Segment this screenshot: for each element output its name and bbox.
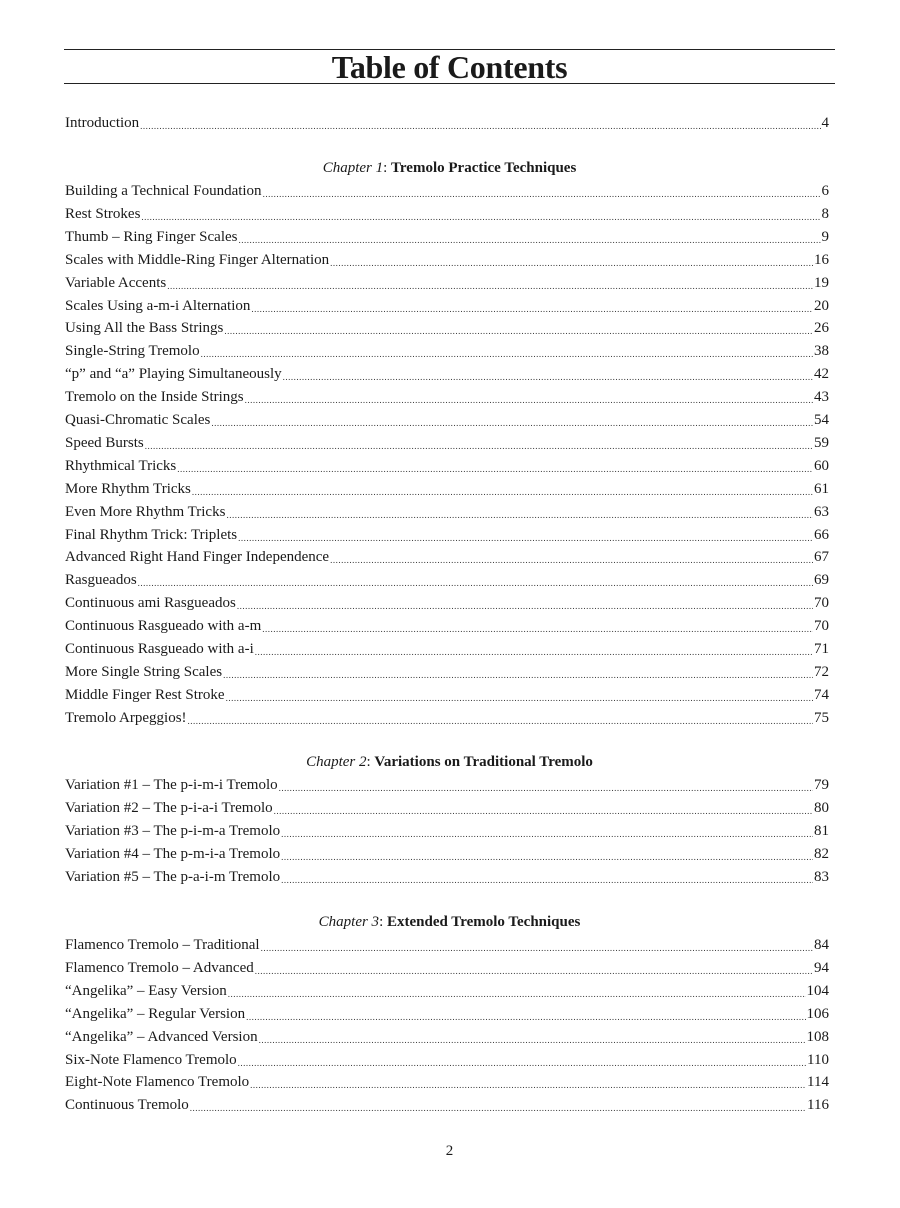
chapter-title: Extended Tremolo Techniques <box>386 914 581 930</box>
toc-entry-page: 67 <box>814 549 829 566</box>
toc-entry-title: “p” and “a” Playing Simultaneously <box>65 366 282 383</box>
toc-entry-page: 43 <box>814 389 829 406</box>
toc-entry <box>65 639 829 659</box>
toc-entry-page: 83 <box>814 868 829 885</box>
toc-entry-title: Single-String Tremolo <box>65 343 200 360</box>
toc-entry <box>65 935 829 955</box>
toc-entry-page: 71 <box>814 641 829 657</box>
toc-entry-page: 82 <box>814 845 829 862</box>
toc-entry-title: Variation #2 – The p-i-a-i Tremolo <box>65 799 273 816</box>
toc-entry-page: 70 <box>814 595 829 612</box>
toc-entry <box>65 364 829 384</box>
toc-entry <box>65 525 829 545</box>
dot-leader <box>330 256 813 270</box>
chapter-label: Chapter 1 <box>322 160 384 176</box>
dot-leader <box>192 485 813 499</box>
toc-entry-page: 38 <box>814 343 829 360</box>
chapter-label: Chapter 3 <box>318 914 380 930</box>
toc-entry <box>65 570 829 590</box>
dot-leader <box>281 827 813 841</box>
toc-entry-page: 60 <box>814 457 829 474</box>
toc-entry <box>65 593 829 613</box>
toc-entry-title: Rasgueados <box>65 572 137 589</box>
dot-leader <box>281 850 813 864</box>
dot-leader <box>263 187 821 201</box>
toc-entry-title: Continuous Rasgueado with a-i <box>65 641 254 657</box>
toc-entry-page: 75 <box>814 709 829 726</box>
dot-leader <box>255 645 813 659</box>
dot-leader <box>238 531 813 545</box>
toc-entry <box>65 410 829 430</box>
toc-entry-page: 84 <box>814 937 829 953</box>
toc-entry <box>65 844 829 864</box>
dot-leader <box>145 439 813 453</box>
toc-entry-page: 116 <box>807 1097 829 1114</box>
toc-entry <box>65 547 829 567</box>
toc-entry-page: 72 <box>814 663 829 680</box>
dot-leader <box>140 119 820 133</box>
toc-entry-title: More Single String Scales <box>65 663 223 680</box>
toc-entry-title: Advanced Right Hand Finger Independence <box>65 549 330 566</box>
toc-entry-page: 9 <box>821 228 829 245</box>
dot-leader <box>188 714 813 728</box>
dot-leader <box>224 324 813 338</box>
toc-entry-page: 114 <box>807 1074 829 1091</box>
dot-leader <box>246 1010 805 1024</box>
toc-entry <box>65 502 829 522</box>
toc-entry-title: Flamenco Tremolo – Advanced <box>65 959 254 976</box>
dot-leader <box>250 1078 806 1092</box>
toc-entry-page: 66 <box>814 526 829 543</box>
toc-entry-title: “Angelika” – Advanced Version <box>65 1028 258 1045</box>
toc-entry <box>65 227 829 247</box>
toc-entry-title: “Angelika” – Regular Version <box>65 1005 246 1022</box>
toc-entry <box>65 296 829 316</box>
toc-entry-title: Tremolo Arpeggios! <box>65 709 187 726</box>
toc-entry-title: Eight-Note Flamenco Tremolo <box>65 1074 250 1091</box>
toc-entry-title: Rest Strokes <box>65 205 141 222</box>
dot-leader <box>141 210 820 224</box>
toc-entry-title: Flamenco Tremolo – Traditional <box>65 937 260 953</box>
dot-leader <box>251 302 813 316</box>
toc-entry-title: Scales Using a-m-i Alternation <box>65 297 251 314</box>
toc-entry-title: Even More Rhythm Tricks <box>65 503 226 520</box>
title-rule-bottom <box>64 83 835 84</box>
toc-entry <box>65 867 829 887</box>
toc-entry-page: 106 <box>806 1005 829 1022</box>
toc-entry-title: Scales with Middle-Ring Finger Alternation <box>65 251 330 268</box>
toc-entry <box>65 1004 829 1024</box>
toc-entry-page: 26 <box>814 320 829 337</box>
toc-entry-title: Tremolo on the Inside Strings <box>65 389 244 406</box>
toc-entry-page: 104 <box>806 982 829 999</box>
toc-entry-page: 74 <box>814 686 829 703</box>
toc-entry-title: Rhythmical Tricks <box>65 457 177 474</box>
toc-entry-page: 94 <box>814 959 829 976</box>
toc-entry-page: 61 <box>814 480 829 497</box>
toc-entry-page: 81 <box>814 822 829 839</box>
toc-entry-title: Continuous Tremolo <box>65 1097 189 1114</box>
toc-entry-page: 6 <box>821 183 829 199</box>
toc-entry-page: 59 <box>814 434 829 451</box>
dot-leader <box>211 416 813 430</box>
toc-entry-introduction <box>65 113 829 133</box>
toc-entry-page: 42 <box>814 366 829 383</box>
dot-leader <box>226 508 813 522</box>
toc-entry-title: More Rhythm Tricks <box>65 480 191 497</box>
dot-leader <box>283 370 813 384</box>
dot-leader <box>226 691 813 705</box>
toc-entry-title: Variation #4 – The p-m-i-a Tremolo <box>65 845 281 862</box>
toc-entry <box>65 708 829 728</box>
dot-leader <box>223 668 813 682</box>
toc-entry <box>65 981 829 1001</box>
toc-entry-page: 70 <box>814 618 829 635</box>
toc-entry-title: Continuous Rasgueado with a-m <box>65 618 262 635</box>
toc-entry-page: 110 <box>807 1051 829 1068</box>
dot-leader <box>228 987 806 1001</box>
dot-leader <box>245 393 813 407</box>
toc-entry <box>65 685 829 705</box>
toc-entry <box>65 387 829 407</box>
toc-entry <box>65 958 829 978</box>
toc-entry-title: Variation #3 – The p-i-m-a Tremolo <box>65 822 281 839</box>
toc-entry-title: Continuous ami Rasgueados <box>65 595 236 612</box>
toc-entry-page: 63 <box>814 503 829 520</box>
toc-entry-title: Speed Bursts <box>65 434 144 451</box>
dot-leader <box>138 576 813 590</box>
toc-entry-title: Middle Finger Rest Stroke <box>65 686 225 703</box>
dot-leader <box>274 804 813 818</box>
toc-entry <box>65 616 829 636</box>
dot-leader <box>330 553 813 567</box>
toc-entry-page: 20 <box>814 297 829 314</box>
chapter-heading-3: Chapter 3: Extended Tremolo Techniques <box>318 914 581 930</box>
toc-entry <box>65 204 829 224</box>
dot-leader <box>190 1101 806 1115</box>
toc-entry-title: Variable Accents <box>65 274 167 291</box>
toc-entry <box>65 181 829 201</box>
chapter-label: Chapter 2 <box>306 754 367 770</box>
toc-entry-page: 19 <box>814 274 829 291</box>
chapter-heading-2: Chapter 2: Variations on Traditional Tremolo <box>306 754 593 770</box>
toc-entry-page: 4 <box>821 115 829 131</box>
toc-entry-page: 69 <box>814 572 829 589</box>
toc-entry <box>65 1095 829 1115</box>
toc-entry-title: Thumb – Ring Finger Scales <box>65 228 238 245</box>
chapter-title: Variations on Traditional Tremolo <box>374 754 593 770</box>
toc-entry-title: “Angelika” – Easy Version <box>65 982 227 999</box>
toc-entry-page: 80 <box>814 799 829 816</box>
toc-entry-title: Building a Technical Foundation <box>65 183 262 199</box>
toc-entry <box>65 1027 829 1047</box>
toc-entry-page: 108 <box>806 1028 829 1045</box>
toc-entry <box>65 250 829 270</box>
dot-leader <box>167 279 813 293</box>
toc-entry-page: 54 <box>814 412 829 428</box>
toc-entry-page: 79 <box>814 777 829 793</box>
dot-leader <box>237 599 813 613</box>
toc-entry <box>65 479 829 499</box>
chapter-title: Tremolo Practice Techniques <box>391 160 577 176</box>
toc-entry <box>65 798 829 818</box>
page-number: 2 <box>445 1143 454 1159</box>
dot-leader <box>261 941 813 955</box>
toc-entry-title: Final Rhythm Trick: Triplets <box>65 526 238 543</box>
toc-entry-title: Quasi-Chromatic Scales <box>65 412 211 428</box>
dot-leader <box>238 1056 806 1070</box>
toc-entry-page: 16 <box>814 251 829 268</box>
toc-entry <box>65 1050 829 1070</box>
dot-leader <box>279 781 813 795</box>
toc-entry <box>65 341 829 361</box>
toc-entry <box>65 775 829 795</box>
toc-entry <box>65 318 829 338</box>
dot-leader <box>255 964 813 978</box>
toc-entry-title: Six-Note Flamenco Tremolo <box>65 1051 237 1068</box>
toc-entry <box>65 1072 829 1092</box>
dot-leader <box>177 462 813 476</box>
dot-leader <box>201 347 813 361</box>
dot-leader <box>239 233 821 247</box>
page-title: Table of Contents <box>331 49 568 85</box>
toc-entry <box>65 433 829 453</box>
toc-entry-title: Variation #5 – The p-a-i-m Tremolo <box>65 868 281 885</box>
dot-leader <box>262 622 813 636</box>
dot-leader <box>281 873 813 887</box>
toc-entry <box>65 821 829 841</box>
toc-entry <box>65 662 829 682</box>
toc-entry-title: Variation #1 – The p-i-m-i Tremolo <box>65 777 278 793</box>
chapter-heading-1: Chapter 1: Tremolo Practice Techniques <box>322 160 577 176</box>
toc-entry <box>65 273 829 293</box>
toc-entry-title: Introduction <box>65 115 140 131</box>
toc-entry-title: Using All the Bass Strings <box>65 320 224 337</box>
dot-leader <box>259 1033 806 1047</box>
toc-entry <box>65 456 829 476</box>
toc-entry-page: 8 <box>821 205 829 222</box>
